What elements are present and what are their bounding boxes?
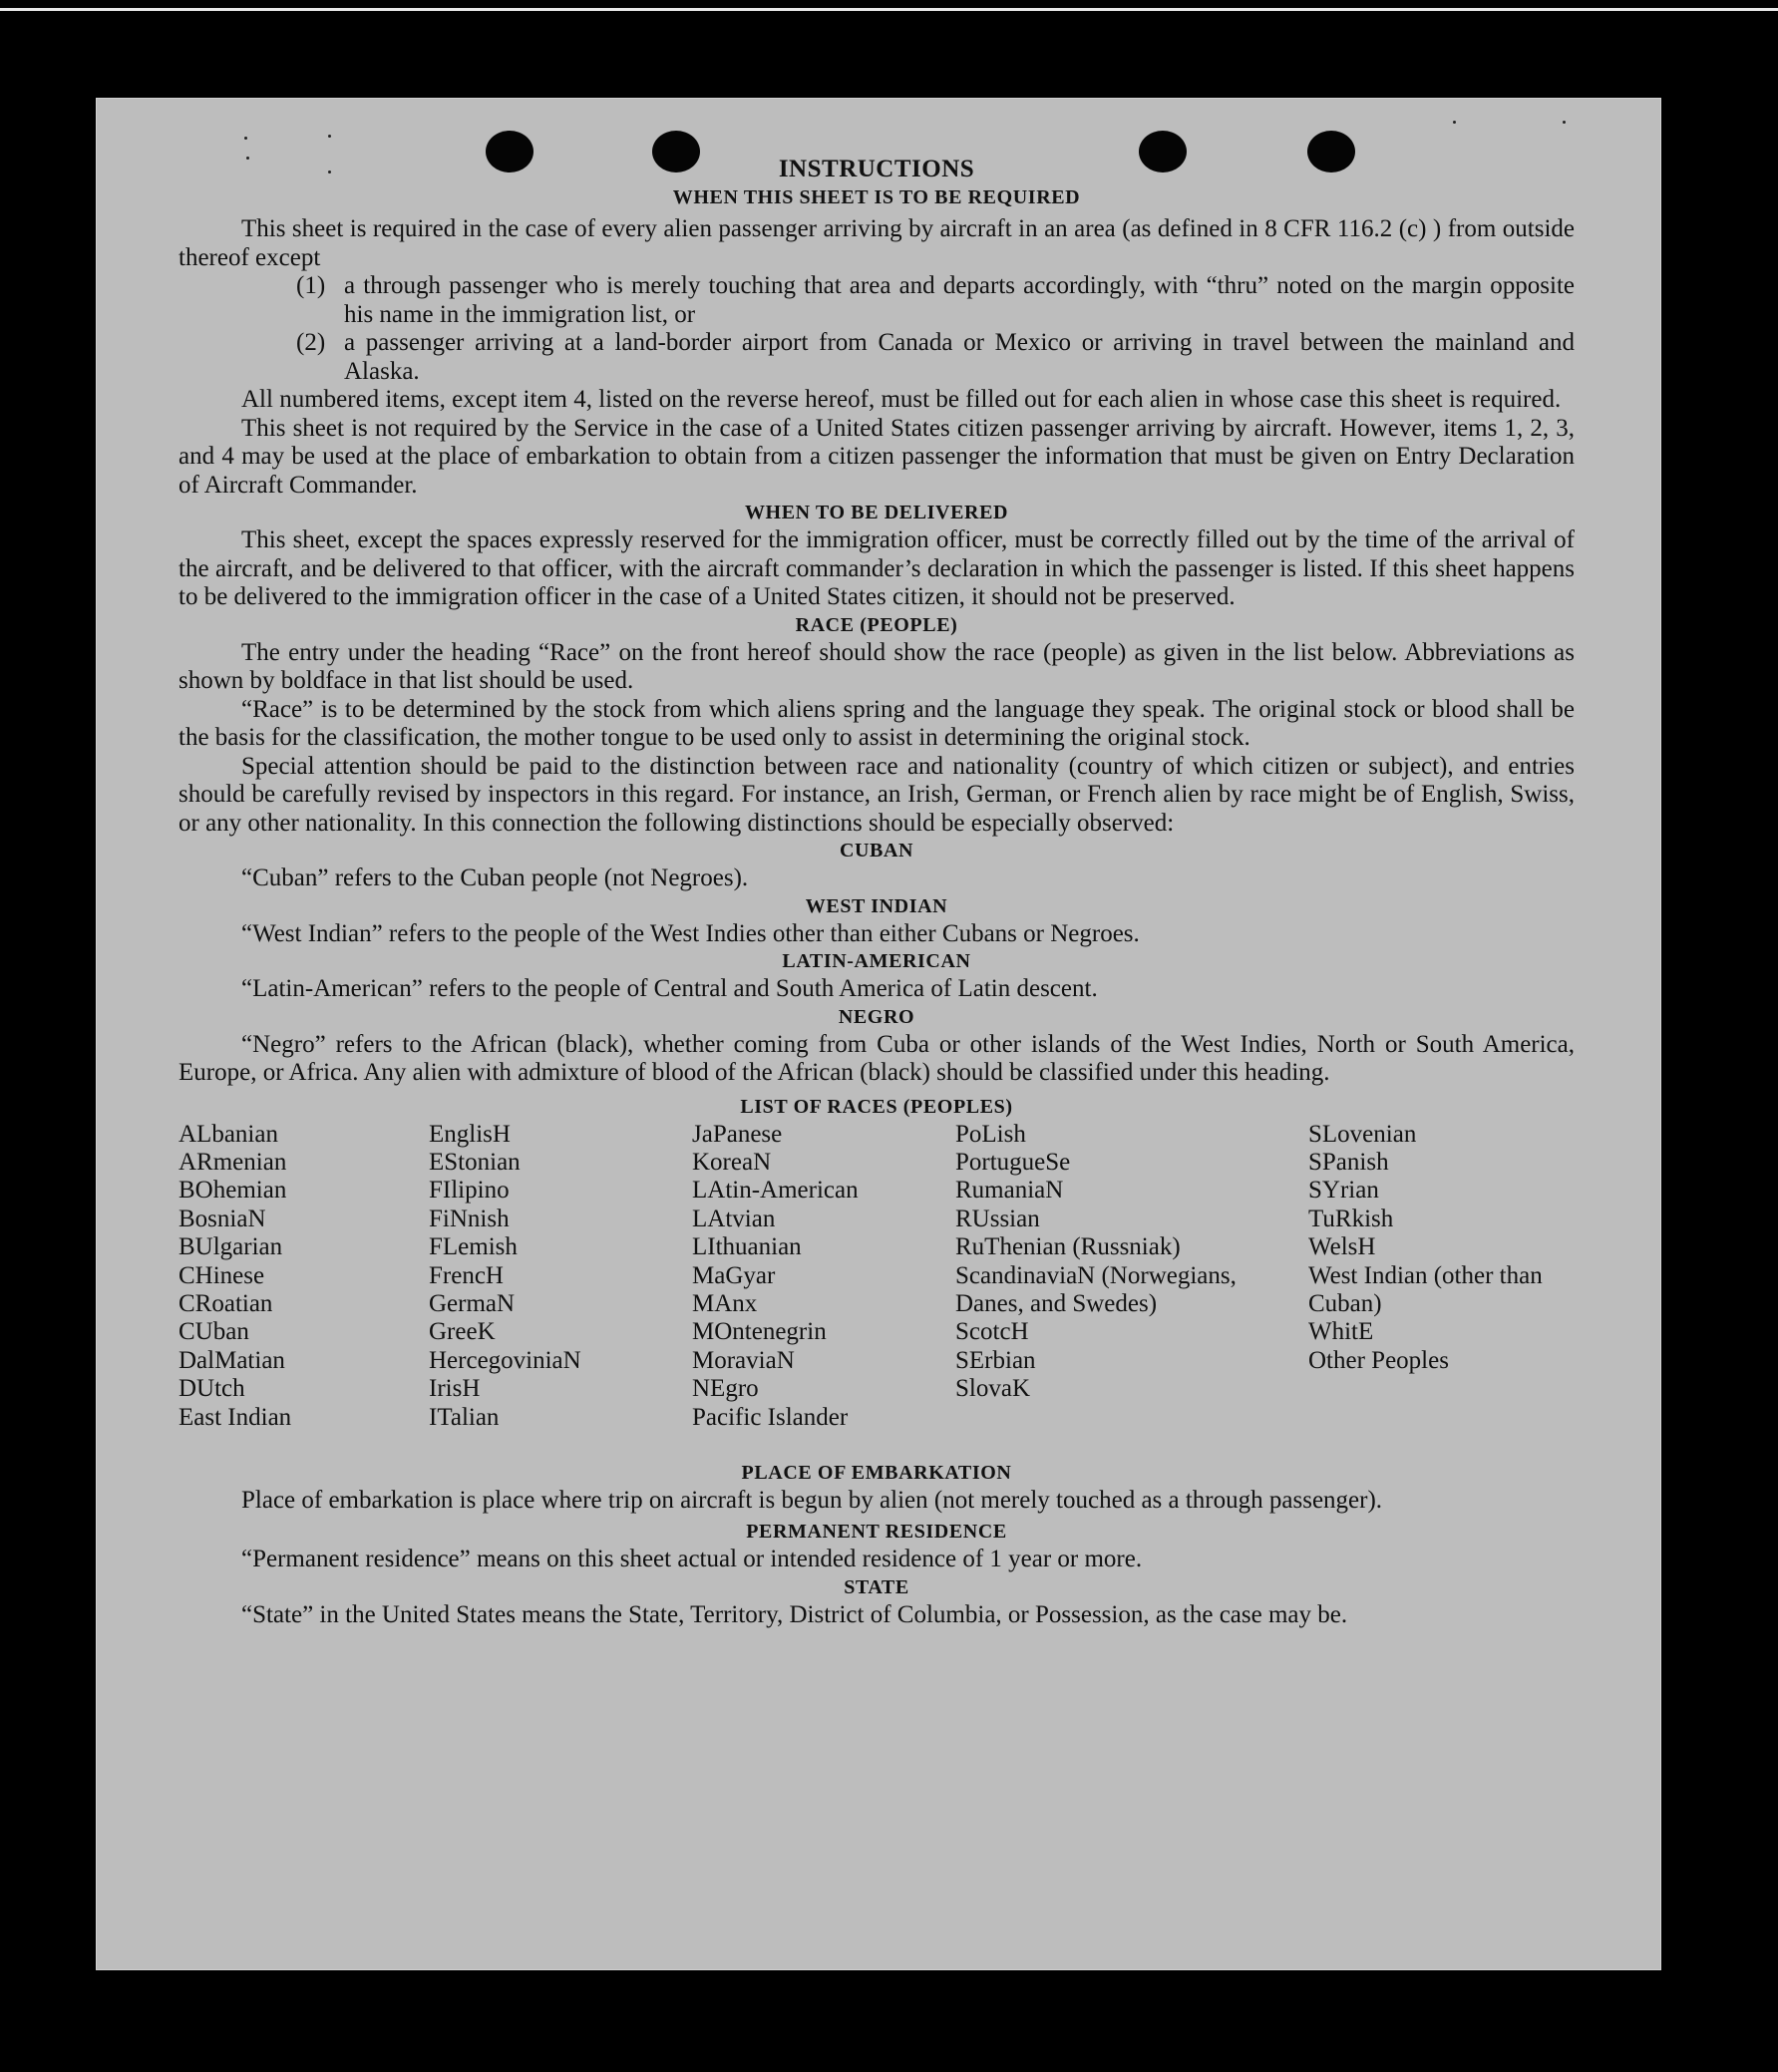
paragraph: This sheet, except the spaces expressly reserved for the immigration officer, must be correctly filled out by the time of the arrival of the aircraft, and be delivered to that officer, with the aircraft commander’s declaration in which the passenger is listed. If this sheet happens to be delivered to the immigration officer in the case of a United States citizen, it should not be preserved.	[178, 526, 1575, 610]
race-entry: GreeK	[429, 1318, 496, 1346]
race-entry: FIlipino	[429, 1177, 510, 1205]
races-column-4	[955, 1121, 1254, 1404]
item-number: (1)	[296, 272, 326, 299]
paragraph: “Negro” refers to the African (black), whether coming from Cuba or other islands of the West Indies, North or South America, Europe, or Africa. Any alien with admixture of blood of the African (black) should be classified under this heading.	[178, 1030, 1575, 1086]
item-number: (2)	[296, 329, 326, 356]
race-entry: EStonian	[429, 1148, 521, 1176]
list-item	[296, 272, 1575, 329]
race-entry: Pacific Islander	[692, 1403, 849, 1431]
race-entry: PortugueSe	[955, 1148, 1071, 1176]
race-entry: CUban	[178, 1318, 249, 1346]
subsection-heading: CUBAN	[839, 840, 914, 862]
race-entry: ITalian	[429, 1403, 500, 1431]
race-entry: DUtch	[178, 1375, 245, 1403]
race-entry: SErbian	[955, 1346, 1036, 1374]
race-entry: SYrian	[1308, 1177, 1379, 1205]
exception-list	[296, 272, 1575, 386]
instructions-title: INSTRUCTIONS	[778, 156, 975, 182]
paragraph: This sheet is not required by the Service in the case of a United States citizen passenger arriving by aircraft. However, items 1, 2, 3, and 4 may be used at the place of embarkation to obtain from a citizen passenger the information that must be given on Entry Declaration of Aircraft Commander.	[178, 414, 1575, 499]
paragraph: “Race” is to be determined by the stock from which aliens spring and the language they speak. The original stock or blood shall be the basis for the classification, the mother tongue to be used only to assist in determining the original stock.	[178, 695, 1575, 751]
subsection-heading: WEST INDIAN	[805, 894, 948, 917]
race-entry: FrencH	[429, 1261, 504, 1289]
item-text: a passenger arriving at a land-border airport from Canada or Mexico or arriving in travel between the mainland and Alaska.	[344, 329, 1575, 385]
race-entry: WhitE	[1308, 1318, 1374, 1346]
race-entry: West Indian (other than Cuban)	[1308, 1261, 1543, 1317]
paragraph: “Permanent residence” means on this sheet actual or intended residence of 1 year or more.	[241, 1546, 1143, 1572]
races-column-2	[429, 1121, 581, 1432]
race-entry: MAnx	[692, 1289, 758, 1317]
race-entry: BOhemian	[178, 1177, 287, 1205]
section-heading: PERMANENT RESIDENCE	[746, 1521, 1007, 1543]
race-entry: LIthuanian	[692, 1233, 802, 1261]
paragraph: This sheet is required in the case of every alien passenger arriving by aircraft in an area (as defined in 8 CFR 116.2 (c) ) from outside thereof except	[178, 215, 1575, 271]
race-entry: SlovaK	[955, 1375, 1030, 1403]
race-entry: BUlgarian	[178, 1233, 283, 1261]
section-heading: WHEN THIS SHEET IS TO BE REQUIRED	[672, 186, 1081, 208]
race-entry: TuRkish	[1308, 1205, 1394, 1232]
race-entry: KoreaN	[692, 1148, 772, 1176]
section-heading: PLACE OF EMBARKATION	[741, 1461, 1012, 1484]
speck	[244, 137, 247, 140]
races-column-5	[1308, 1121, 1578, 1376]
paragraph: “Latin-American” refers to the people of Central and South America of Latin descent.	[241, 975, 1098, 1002]
speck	[1453, 121, 1456, 124]
race-entry: LAtvian	[692, 1205, 776, 1232]
race-entry: RuThenian (Russniak)	[955, 1233, 1181, 1261]
race-entry: CRoatian	[178, 1289, 273, 1317]
race-entry: HercegoviniaN	[429, 1346, 581, 1374]
race-entry: PoLish	[955, 1120, 1026, 1148]
list-item	[296, 329, 1575, 386]
race-entry: DalMatian	[178, 1346, 285, 1374]
item-text: a through passenger who is merely touching that area and departs accordingly, with “thru” noted on the margin opposite his name in the immigration list, or	[344, 272, 1575, 328]
instructions-content	[178, 155, 1575, 1629]
race-entry: MaGyar	[692, 1261, 776, 1289]
races-column-3	[692, 1121, 859, 1432]
race-entry: FLemish	[429, 1233, 518, 1261]
race-entry: CHinese	[178, 1261, 265, 1289]
race-entry: SPanish	[1308, 1148, 1389, 1176]
paragraph: All numbered items, except item 4, listed on the reverse hereof, must be filled out for each alien in whose case this sheet is required.	[241, 386, 1562, 413]
section-heading: WHEN TO BE DELIVERED	[744, 502, 1009, 523]
race-entry: IrisH	[429, 1375, 481, 1403]
paragraph: “State” in the United States means the State, Territory, District of Columbia, or Possession, as the case may be.	[241, 1600, 1348, 1628]
races-column-1	[178, 1121, 291, 1432]
race-entry: MOntenegrin	[692, 1318, 827, 1346]
race-entry: ScandinaviaN (Norwegians, Danes, and Swedes)	[955, 1261, 1237, 1317]
paragraph: “Cuban” refers to the Cuban people (not Negroes).	[241, 864, 749, 891]
scan-border-line	[0, 8, 1778, 11]
race-entry: ScotcH	[955, 1318, 1029, 1346]
race-entry: RUssian	[955, 1205, 1040, 1232]
document-sheet	[96, 98, 1661, 1970]
race-entry: GermaN	[429, 1289, 516, 1317]
race-entry: MoraviaN	[692, 1346, 795, 1374]
section-heading: STATE	[844, 1575, 909, 1598]
race-entry: EnglisH	[429, 1120, 511, 1148]
section-heading: RACE (PEOPLE)	[795, 613, 958, 636]
race-entry: ARmenian	[178, 1148, 287, 1176]
race-entry: JaPanese	[692, 1120, 783, 1148]
race-entry: BosniaN	[178, 1205, 266, 1232]
subsection-heading: LATIN-AMERICAN	[782, 950, 971, 972]
subsection-heading: NEGRO	[838, 1005, 915, 1028]
paragraph: Special attention should be paid to the distinction between race and nationality (country of which citizen or subject), and entries should be carefully revised by inspectors in this regard. For instance, an Irish, German, or French alien by race might be of English, Swiss, or any other nationality. In this connection the following distinctions should be especially observed:	[178, 752, 1575, 837]
paragraph: Place of embarkation is place where trip on aircraft is begun by alien (not merely touched as a through passenger).	[241, 1486, 1383, 1514]
race-entry: FiNnish	[429, 1205, 510, 1232]
speck	[1563, 121, 1566, 124]
races-list	[178, 1121, 1575, 1460]
race-entry: LAtin-American	[692, 1177, 859, 1205]
list-heading: LIST OF RACES (PEOPLES)	[740, 1095, 1013, 1118]
speck	[328, 135, 331, 138]
paragraph: The entry under the heading “Race” on the front hereof should show the race (people) as given in the list below. Abbreviations as shown by boldface in that list should be used.	[178, 638, 1575, 694]
race-entry: NEgro	[692, 1375, 759, 1403]
race-entry: RumaniaN	[955, 1177, 1064, 1205]
race-entry: ALbanian	[178, 1120, 278, 1148]
race-entry: East Indian	[178, 1403, 292, 1431]
race-entry: SLovenian	[1308, 1120, 1417, 1148]
race-entry: WelsH	[1308, 1233, 1376, 1261]
race-entry: Other Peoples	[1308, 1346, 1449, 1374]
paragraph: “West Indian” refers to the people of the West Indies other than either Cubans or Negroes.	[241, 919, 1140, 947]
